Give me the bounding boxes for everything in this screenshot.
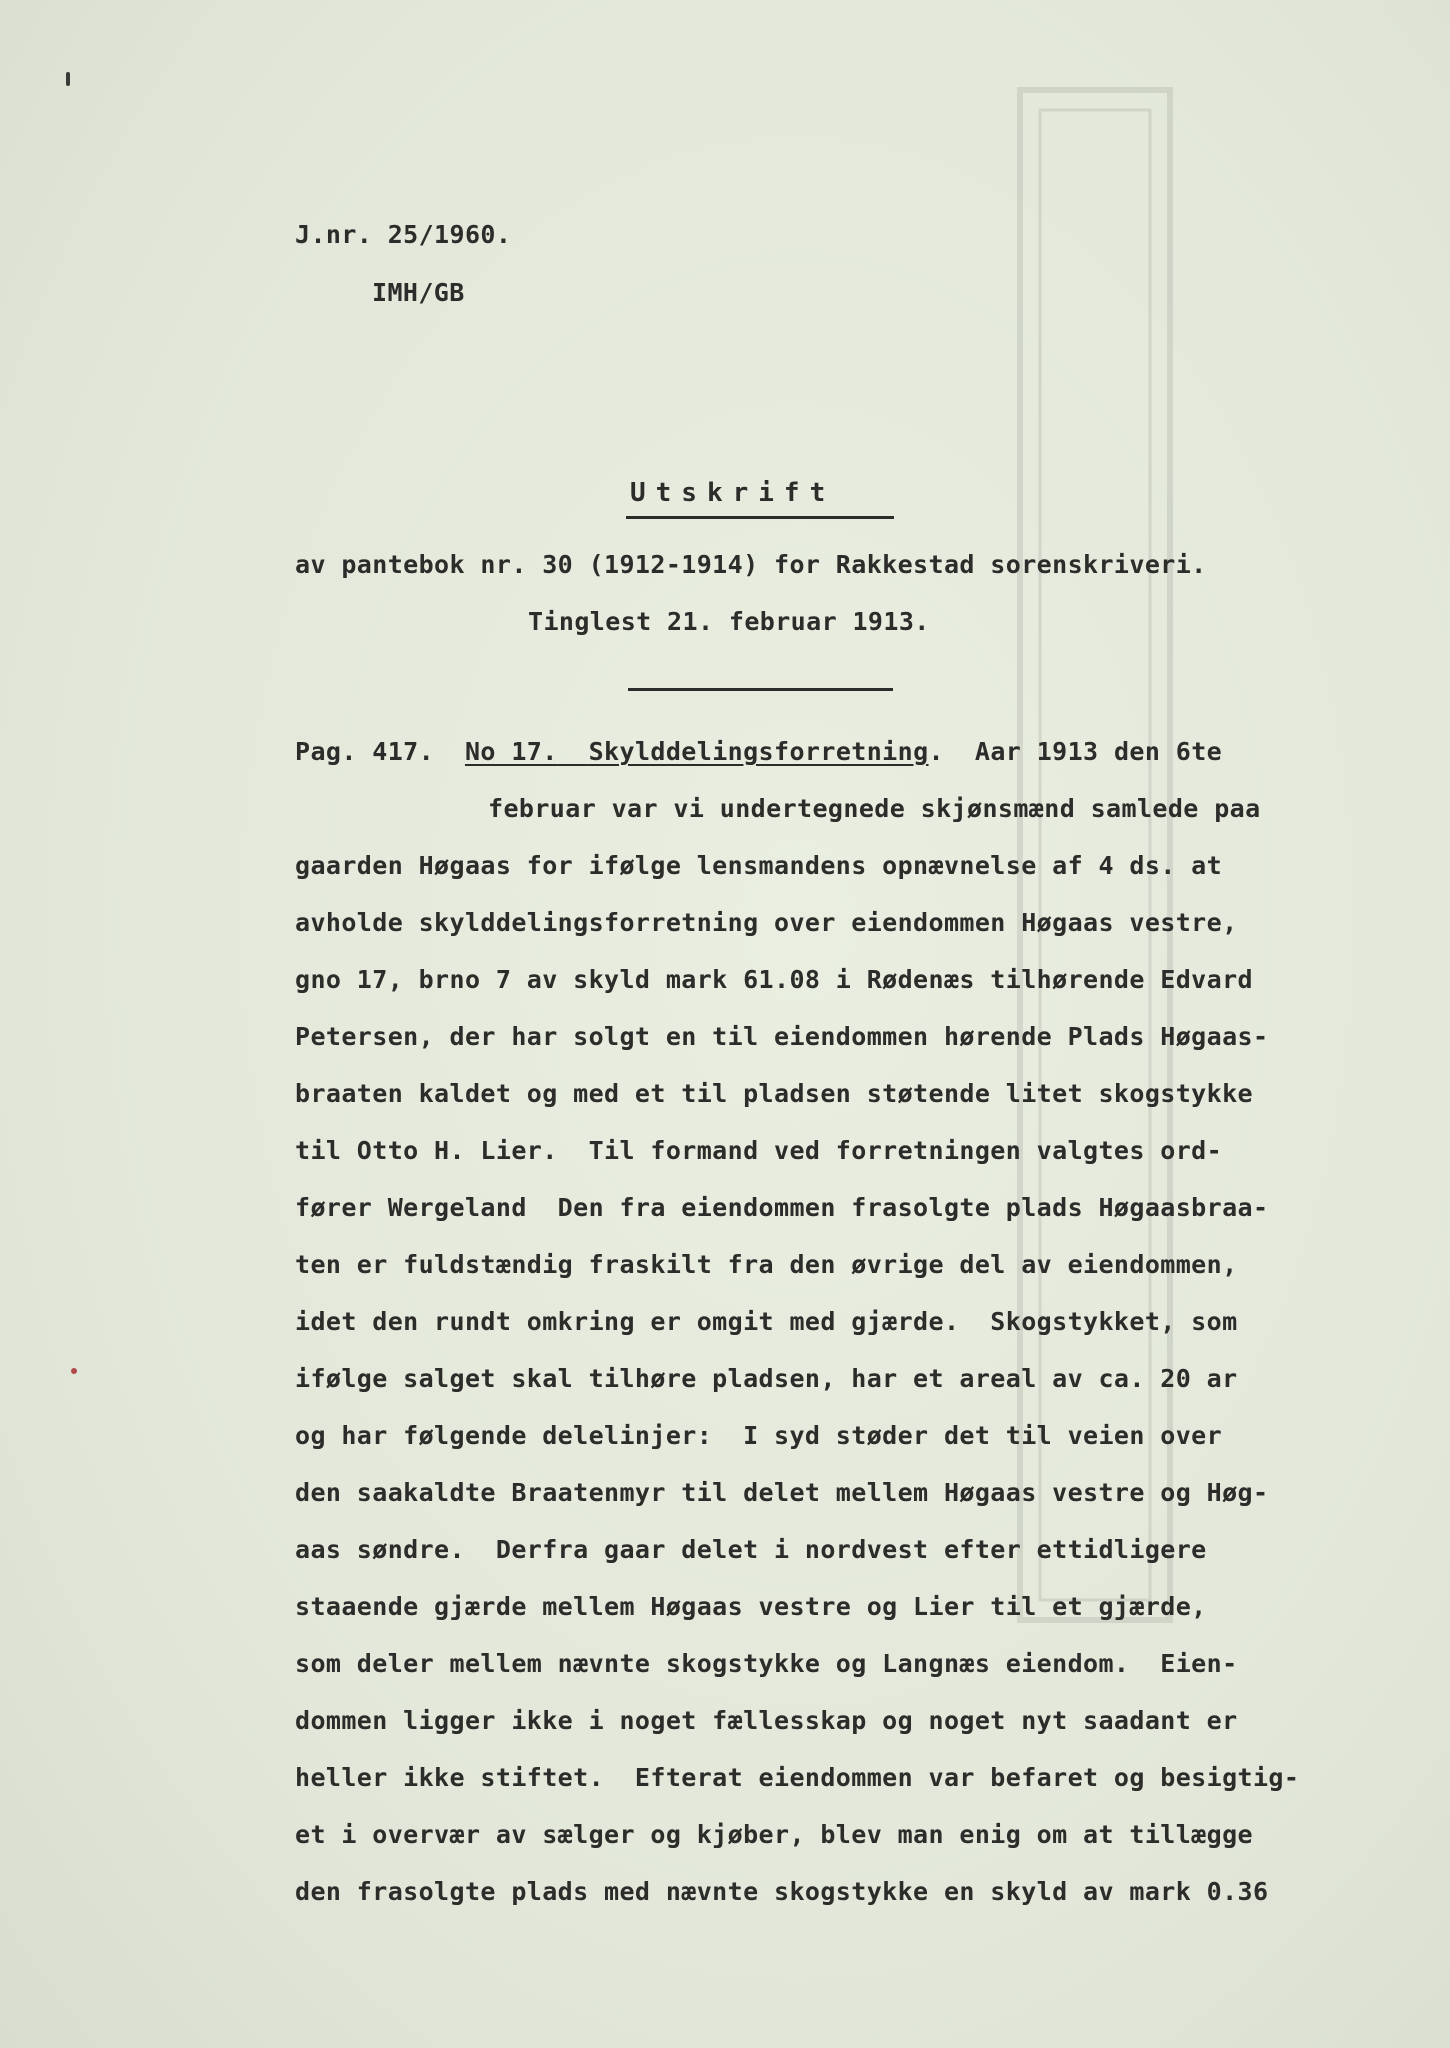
text-line: den saakaldte Braatenmyr til delet mellem Høgaas vestre og Høg- xyxy=(295,1478,1269,1507)
text-line: staaende gjærde mellem Høgaas vestre og Lier til et gjærde, xyxy=(295,1592,1207,1621)
journal-number: J.nr. 25/1960. xyxy=(295,220,512,249)
text-line: avholde skylddelingsforretning over eiendommen Høgaas vestre, xyxy=(295,908,1238,937)
separator-rule xyxy=(628,688,893,691)
title-underline xyxy=(626,516,894,519)
text-line: og har følgende delelinjer: I syd støder det til veien over xyxy=(295,1421,1223,1450)
text-line: gaarden Høgaas for ifølge lensmandens opnævnelse af 4 ds. at xyxy=(295,851,1223,880)
page-reference: Pag. 417. xyxy=(295,737,435,766)
entry-number: No 17. xyxy=(464,737,558,766)
text-line: februar var vi undertegnede skjønsmænd samlede paa xyxy=(488,794,1261,823)
text-line: dommen ligger ikke i noget fællesskap og noget nyt saadant er xyxy=(295,1706,1238,1735)
initials: IMH/GB xyxy=(372,278,465,307)
text-line: ifølge salget skal tilhøre pladsen, har et areal av ca. 20 ar xyxy=(295,1364,1238,1393)
text-line: idet den rundt omkring er omgit med gjærde. Skogstykket, som xyxy=(295,1307,1238,1336)
text-line: som deler mellem nævnte skogstykke og Langnæs eiendom. Eien- xyxy=(295,1649,1238,1678)
document-title: Utskrift xyxy=(630,478,836,508)
entry-first-line xyxy=(295,737,1222,767)
entry-spacer xyxy=(558,737,589,766)
entry-heading: Skylddelingsforretning xyxy=(588,737,929,766)
text-line: braaten kaldet og med et til pladsen støtende litet skogstykke xyxy=(295,1079,1253,1108)
text-line: et i overvær av sælger og kjøber, blev man enig om at tillægge xyxy=(295,1820,1253,1849)
text-line: ten er fuldstændig fraskilt fra den øvrige del av eiendommen, xyxy=(295,1250,1238,1279)
text-line: den frasolgte plads med nævnte skogstykke en skyld av mark 0.36 xyxy=(295,1877,1269,1906)
text-line: Petersen, der har solgt en til eiendommen hørende Plads Høgaas- xyxy=(295,1022,1269,1051)
margin-dot xyxy=(71,1368,77,1374)
text-line: fører Wergeland Den fra eiendommen frasolgte plads Høgaasbraa- xyxy=(295,1193,1269,1222)
document-subtitle: av pantebok nr. 30 (1912-1914) for Rakkestad sorenskriveri. xyxy=(295,550,1207,579)
text-line: til Otto H. Lier. Til formand ved forretningen valgtes ord- xyxy=(295,1136,1223,1165)
entry-heading-end: . xyxy=(928,737,944,766)
entry-first-line-text: Aar 1913 den 6te xyxy=(974,737,1223,766)
text-line: heller ikke stiftet. Efterat eiendommen var befaret og besigtig- xyxy=(295,1763,1300,1792)
text-line: aas søndre. Derfra gaar delet i nordvest efter ettidligere xyxy=(295,1535,1207,1564)
margin-mark xyxy=(66,72,70,86)
text-line: gno 17, brno 7 av skyld mark 61.08 i Rødenæs tilhørende Edvard xyxy=(295,965,1253,994)
registration-date: Tinglest 21. februar 1913. xyxy=(528,607,930,636)
